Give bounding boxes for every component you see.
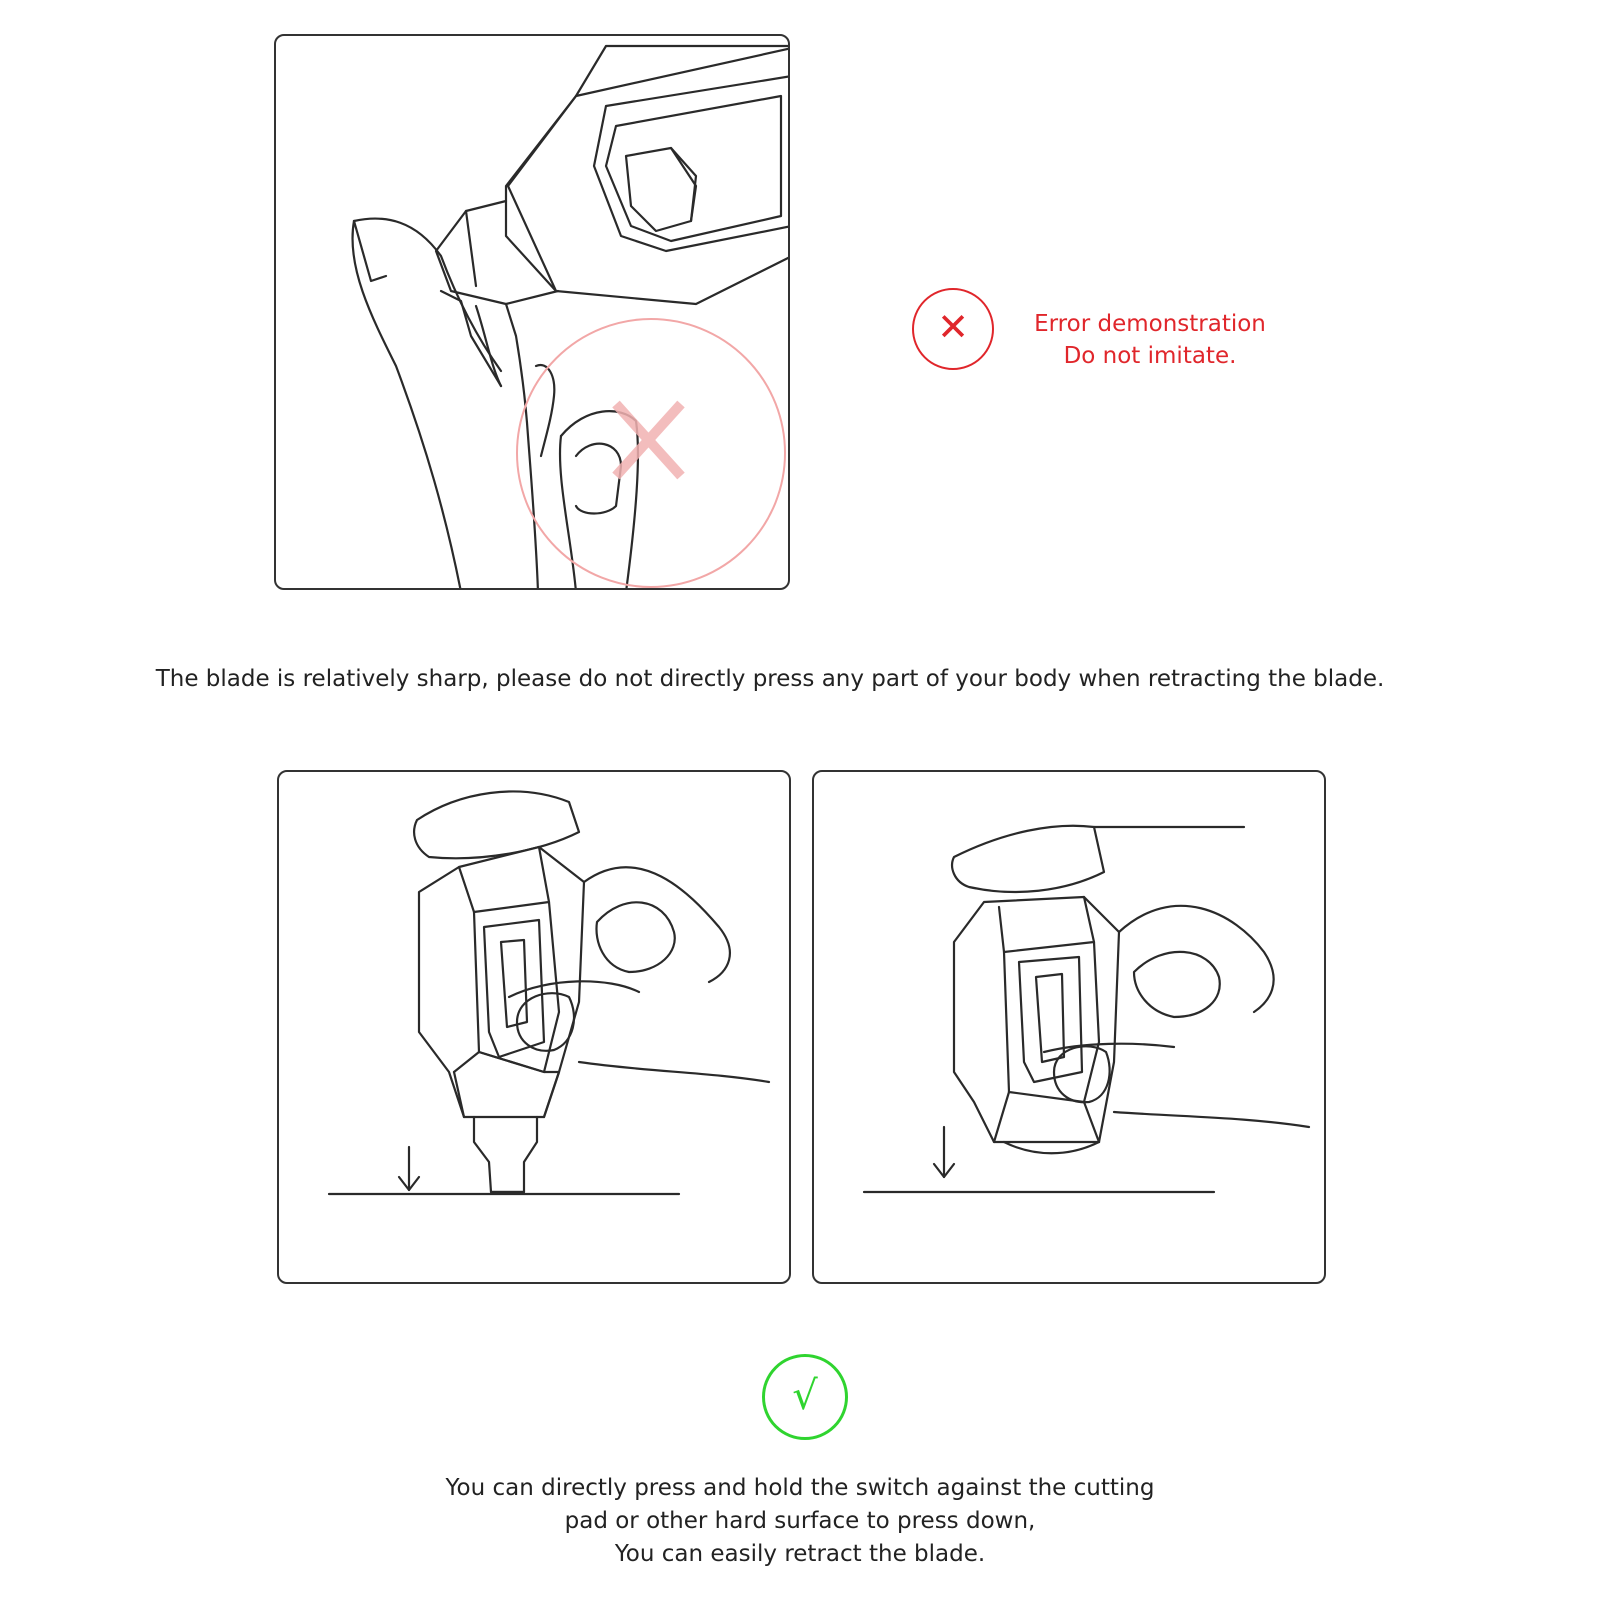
correct-note-line2: pad or other hard surface to press down, <box>564 1508 1036 1534</box>
correct-usage-illustration-1 <box>277 770 791 1284</box>
error-x-icon: ✕ <box>912 288 994 370</box>
hand-pressing-blade-drawing <box>276 36 790 590</box>
error-note <box>1010 308 1290 372</box>
error-note-line2: Do not imitate. <box>1063 343 1237 369</box>
check-mark-icon: √ <box>762 1354 848 1440</box>
correct-usage-note <box>300 1472 1300 1571</box>
correct-note-line3: You can easily retract the blade. <box>614 1541 986 1567</box>
error-note-line1: Error demonstration <box>1034 311 1266 337</box>
press-against-surface-drawing <box>279 772 791 1284</box>
wrong-usage-illustration <box>274 34 790 590</box>
correct-note-line1: You can directly press and hold the switch against the cutting <box>445 1475 1155 1501</box>
retracted-blade-drawing <box>814 772 1326 1284</box>
correct-usage-illustration-2 <box>812 770 1326 1284</box>
warning-text: The blade is relatively sharp, please do not directly press any part of your body when retracting the blade. <box>155 666 1385 692</box>
